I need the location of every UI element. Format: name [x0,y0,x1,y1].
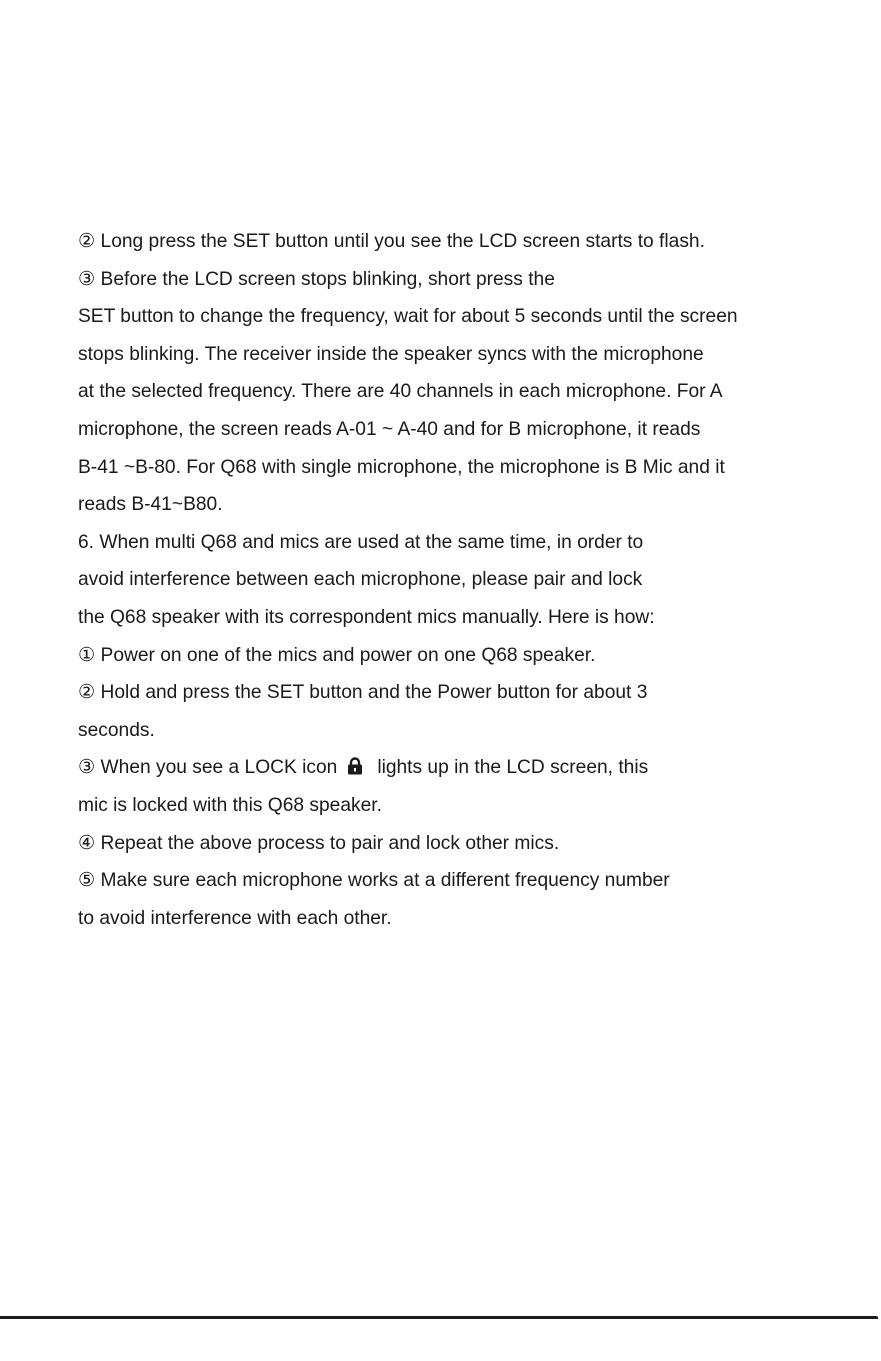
text-line: avoid interference between each microphone, please pair and lock [78,569,643,591]
text-line: ② Hold and press the SET button and the Power button for about 3 [78,682,648,704]
lock-icon [347,757,363,775]
text-line: ① Power on one of the mics and power on one Q68 speaker. [78,644,596,666]
text-line: ④ Repeat the above process to pair and lock other mics. [78,832,560,854]
text-line: mic is locked with this Q68 speaker. [78,794,382,816]
instructions-text [78,223,868,937]
text-line: stops blinking. The receiver inside the speaker syncs with the microphone [78,343,704,365]
bottom-divider [0,1316,878,1319]
text-line: the Q68 speaker with its correspondent mics manually. Here is how: [78,606,655,628]
text-line: seconds. [78,719,155,741]
lock-instruction-line [78,749,868,787]
lock-line-after: lights up in the LCD screen, this [377,757,649,779]
text-line: B-41 ~B-80. For Q68 with single microphone, the microphone is B Mic and it [78,456,725,478]
text-line: reads B-41~B80. [78,494,223,516]
text-line: to avoid interference with each other. [78,907,392,929]
text-line: ③ Before the LCD screen stops blinking, short press the [78,268,555,290]
text-line: SET button to change the frequency, wait for about 5 seconds until the screen [78,306,738,328]
text-line: ⑤ Make sure each microphone works at a different frequency number [78,870,670,892]
text-line: ② Long press the SET button until you see the LCD screen starts to flash. [78,231,705,252]
lock-line-before: ③ When you see a LOCK icon [78,757,338,779]
text-line: at the selected frequency. There are 40 channels in each microphone. For A [78,381,723,403]
text-line: microphone, the screen reads A-01 ~ A-40 and for B microphone, it reads [78,418,701,440]
text-line: 6. When multi Q68 and mics are used at the same time, in order to [78,531,644,553]
